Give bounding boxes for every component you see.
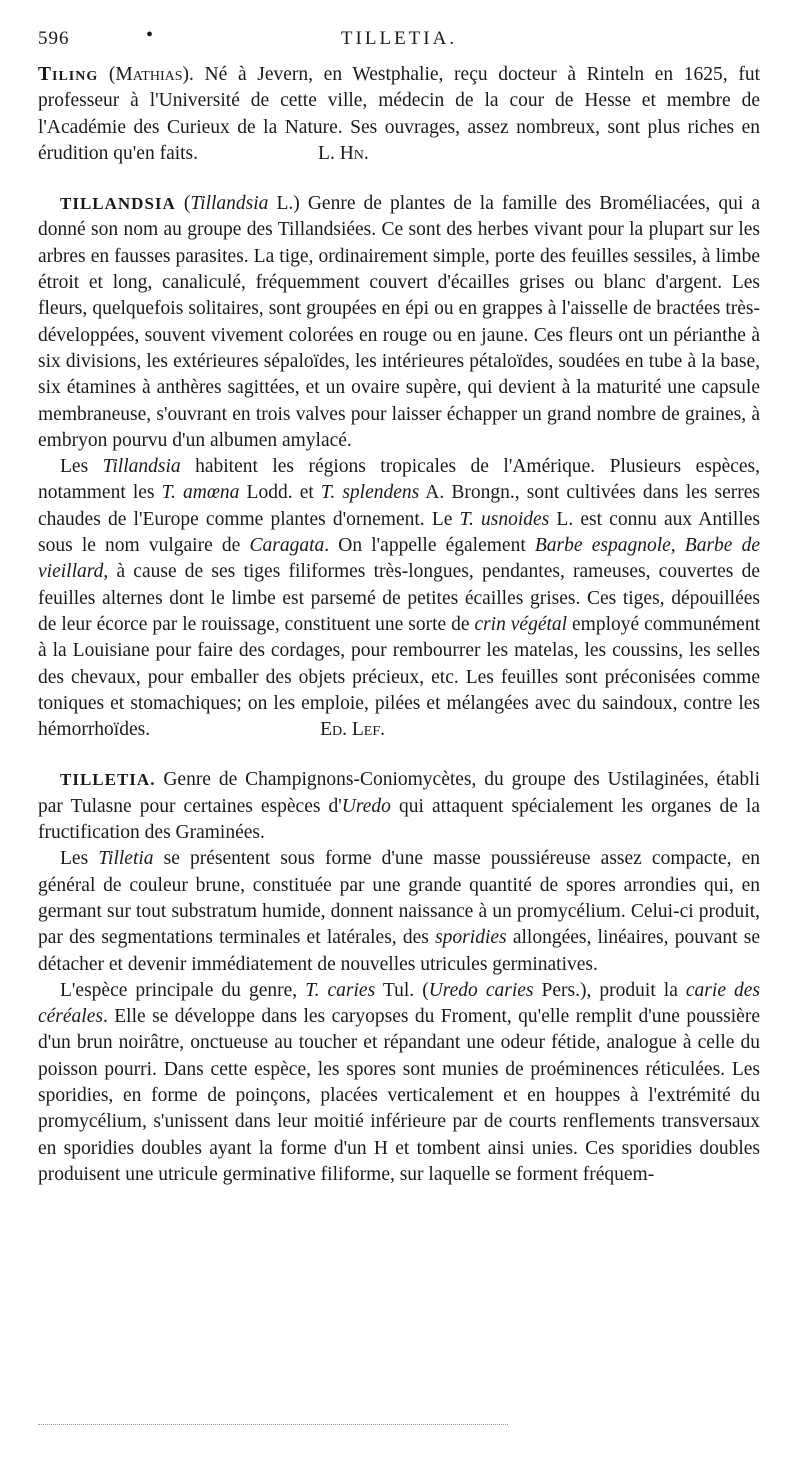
italic-species: T. caries [305,979,376,1001]
text-run: se présentent sous forme d'une masse poussiéreuse assez compacte, en général de couleur brune, constituée par une grande quantité de spores arrondies qui, en germant sur tout substratum humide, donnent naissance à un promycélium. Celui-ci produit, par des segmentations terminales et latérales, des [38,848,760,949]
entry-tiling-body: ). Né à Jevern, en Westphalie, reçu docteur à Rinteln en 1625, fut professeur à l'Université de cette ville, médecin de la cour de Hesse et membre de l'Académie des Curieux de la Nature. Ses ouvrages, assez nombreux, sont plus riches en érudition qu'en faits. [38,64,760,164]
tilletia-paragraph-3 [38,978,760,1188]
text-run: habitent les régions tropicales de l'Amérique. Plusieurs espèces, notamment les [38,456,761,504]
italic-genus: Tilletia [98,848,154,870]
signature-tiling: L. Hn. [318,142,369,164]
bleed-through-line [38,1424,508,1427]
italic-term: sporidies [435,927,507,949]
latin-open: ( [175,193,191,215]
text-run: Tul. ( [375,979,429,1001]
latin-name: Tillandsia [190,193,269,215]
text-run: Lodd. et [239,482,321,504]
tilletia-paragraph-2 [38,846,760,977]
text-run: allongées, linéaires, pouvant se détacher et devenir immédiatement de nouvelles utricules germinatives. [38,927,760,975]
tillandsia-paragraph-2 [38,454,760,743]
italic-species: T. amœna [161,482,240,504]
text-run: Les [60,456,103,478]
text-run: L'espèce principale du genre, [60,979,306,1001]
tillandsia-paragraph-1 [38,191,760,454]
headword-tiling: Tiling [38,64,99,85]
entry-tiling [38,62,760,167]
entry-tillandsia [38,191,760,743]
entry-tilletia [38,767,760,1188]
forename-mathias: Mathias [115,64,183,85]
article-text [38,62,760,1212]
headword-tillandsia: TILLANDSIA [60,194,176,214]
italic-vernacular: Barbe espagnole, Barbe de vieillard [38,535,760,583]
signature-tillandsia: Ed. Lef. [320,719,386,741]
text-run: Pers.), produit la [533,979,686,1001]
running-title: TILLETIA. [340,28,458,49]
headword-tilletia: TILLETIA. [60,770,156,790]
italic-genus: Tillandsia [102,456,181,478]
page-header [38,24,760,54]
tillandsia-description: Genre de plantes de la famille des Broméliacées, qui a donné son nom au groupe des Tillandsiées. Ce sont des herbes vivant pour la plupart sur les arbres en fausses parasites. La tige, ordinairement simple, porte des feuilles sessiles, à limbe étroit et long, canaliculé, fréquemment couvert d'écailles grises ou blanc d'argent. Les fleurs, quelquefois solitaires, sont groupées en épi ou en grappes à l'aisselle de bractées très-développées, souvent vivement colorées en rouge ou en jaune. Ces fleurs ont un périanthe à six divisions, les extérieures sépaloïdes, les intérieures pétaloïdes, soudées en tube à la base, six étamines à anthères sagittées, et un ovaire supère, qui devient à la maturité une capsule membraneuse, s'ouvrant en trois valves pour laisser échapper un grand nombre de graines, à embryon pourvu d'un albumen amylacé. [38,193,761,451]
tilletia-paragraph-1 [38,767,760,846]
text-run: Genre de Champignons-Coniomycètes, du groupe des Ustilaginées, établi par Tulasne pour certaines espèces d' [38,769,760,817]
italic-vernacular: Caragata [249,535,325,557]
italic-species: Uredo caries [428,979,534,1001]
italic-term: crin végétal [474,613,568,635]
text-run: L. est connu aux Antilles sous le nom vulgaire de [38,508,760,557]
text-run: employé communément à la Louisiane pour faire des cordages, pour rembourrer les matelas, les coussins, les selles des chevaux, pour emballer des objets précieux, etc. Les feuilles sont préconisées comme toniques et stomachiques; on les emploie, pilées et mélangées avec du saindoux, contre les hémorrhoïdes. [38,613,760,741]
entry-tiling-paragraph [38,62,760,167]
text-run: qui attaquent spécialement les organes de la fructification des Graminées. [38,795,760,844]
paren-open: ( [98,64,116,85]
italic-genus: Uredo [341,795,391,817]
text-run: . On l'appelle également [324,535,535,557]
italic-term: carie des céréales [38,979,761,1028]
text-run: , à cause de ses tiges filiformes très-longues, pendantes, rameuses, couvertes de feuilles alternes dont le limbe est parsemé de petites écailles grises. Ces tiges, dépouillées de leur écorce par le rouissage, constituent une sorte de [38,561,760,635]
text-run: Les [60,848,99,870]
latin-author: L.) [268,193,300,215]
text-run: . Elle se développe dans les caryopses du Froment, qu'elle remplit d'une poussière d'un brun noirâtre, onctueuse au toucher et répandant une odeur fétide, analogue à celle du poisson pourri. Dans cette espèce, les spores sont munies de proéminences réticulées. Les sporidies, en forme de poinçons, placées verticalement et en houppes à l'extrémité du promycélium, s'unissent dans leur moitié inférieure par de courts renflements transversaux en sporidies doubles ayant la forme d'un H et tombent ainsi unies. Ces sporidies doubles produisent une utricule germinative filiforme, sur laquelle se forment fréquem- [38,1006,760,1185]
italic-species: T. splendens [320,482,420,504]
page-number: 596 [38,28,70,49]
header-dot: • [146,24,154,46]
italic-species: T. usnoides [459,508,550,530]
text-run: A. Brongn., sont cultivées dans les serres chaudes de l'Europe comme plantes d'ornement. Le [38,482,760,530]
